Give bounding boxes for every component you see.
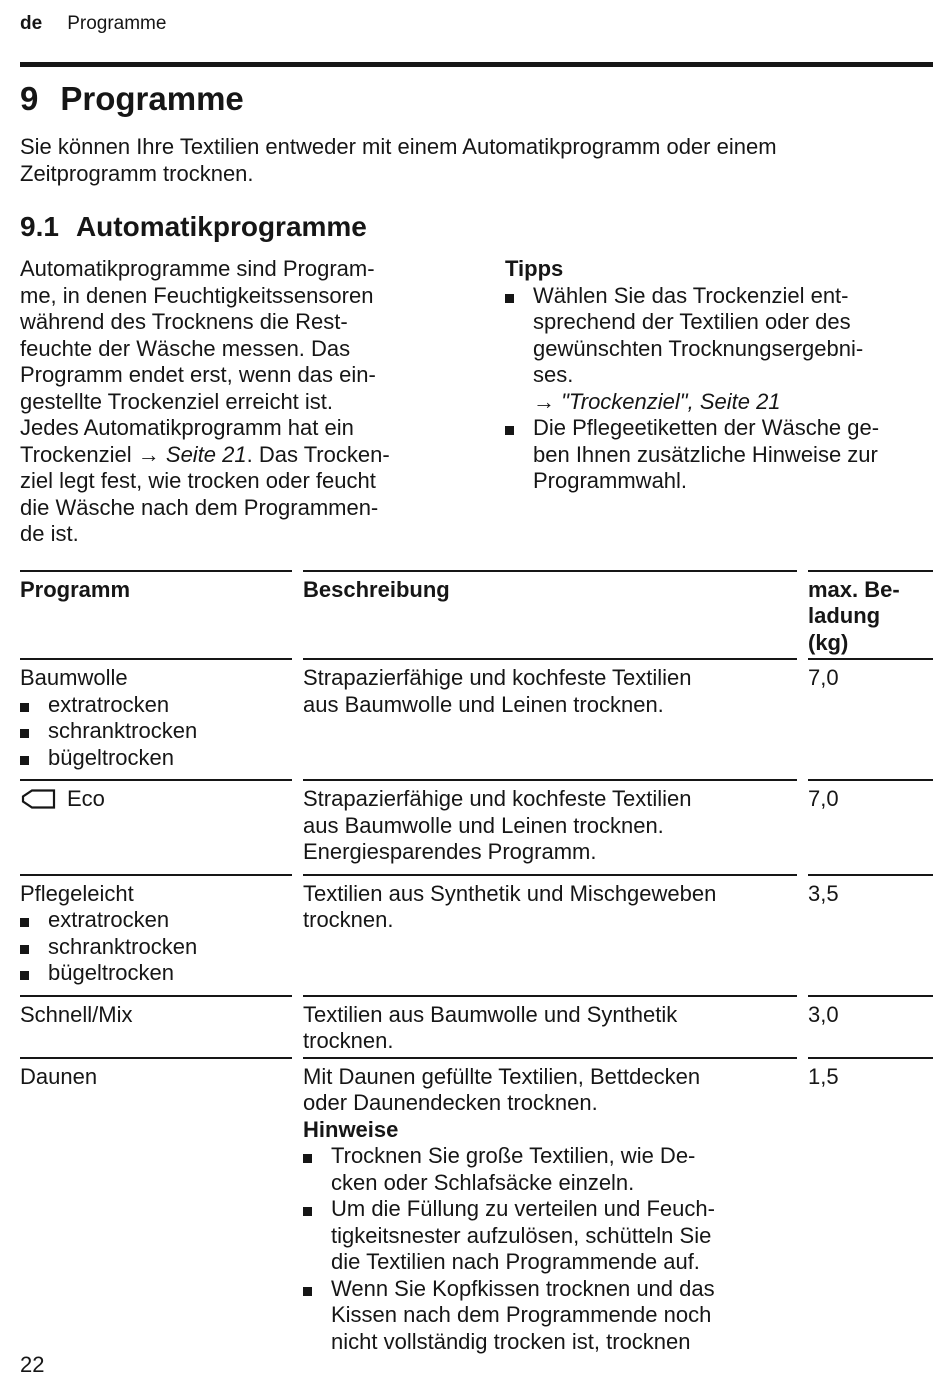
max-load-cell: 7,0 — [808, 779, 933, 874]
bullet-square-icon — [20, 945, 29, 954]
automatic-programs-paragraph — [20, 256, 452, 548]
program-name: Pflegeleicht — [20, 880, 134, 906]
header-rule — [20, 62, 933, 67]
tips-heading: Tipps — [505, 256, 564, 281]
note-item — [303, 1276, 797, 1356]
note-text: Wenn Sie Kopfkissen trocknen und das Kissen nach dem Programmende noch nicht vollständig trocken ist, trocknen — [331, 1275, 715, 1354]
max-load-cell: 7,0 — [808, 658, 933, 779]
eco-tag-icon — [20, 787, 56, 811]
bullet-square-icon — [303, 1154, 312, 1163]
chapter-label: Programme — [67, 13, 167, 34]
language-code: de — [20, 13, 43, 34]
bullet-square-icon — [303, 1207, 312, 1216]
drying-level-item — [20, 960, 292, 987]
paragraph-text: . Das Trocken- ziel legt fest, wie trocken oder feucht die Wäsche nach dem Programmen- de ist. — [20, 441, 390, 546]
description-cell: Strapazierfähige und kochfeste Textilien aus Baumwolle und Leinen trocknen. — [303, 658, 797, 779]
page-title — [20, 80, 933, 118]
table-row-baumwolle — [20, 658, 933, 779]
table-row-schnell-mix — [20, 995, 933, 1057]
drying-level-label: extratrocken — [48, 907, 170, 932]
section-number: 9.1 — [20, 211, 59, 242]
program-name: Baumwolle — [20, 665, 128, 690]
program-name: Daunen — [20, 1063, 98, 1089]
table-row-pflegeleicht — [20, 874, 933, 995]
bullet-marker — [303, 1143, 331, 1196]
note-text: Um die Füllung zu verteilen und Feuch- tigkeitsnester aufzulösen, schütteln Sie die Textilien nach Programmende auf. — [331, 1196, 715, 1274]
drying-level-item — [20, 692, 292, 719]
arrow-glyph: → — [533, 388, 562, 414]
max-load-cell: 1,5 — [808, 1057, 933, 1364]
bullet-square-icon — [20, 918, 29, 927]
program-name: Eco — [67, 786, 105, 811]
drying-level-label: bügeltrocken — [48, 744, 174, 770]
table-row-eco — [20, 779, 933, 874]
tip-text: Die Pflegeetiketten der Wäsche ge- ben Ihnen zusätzliche Hinweise zur Programmwahl. — [533, 415, 880, 493]
section-title — [20, 210, 933, 243]
paragraph-text: Automatikprogramme sind Program- me, in denen Feuchtigkeitssensoren während des Trocknens die Rest- feuchte der Wäsche messen. Das Programm endet erst, wenn das ein- gestellte Trockenziel erreicht ist. Jedes Automatikprogramm hat ein Trockenziel → — [20, 256, 376, 467]
bullet-square-icon — [20, 729, 29, 738]
bullet-marker — [303, 1196, 331, 1276]
program-cell — [20, 658, 292, 779]
program-cell — [20, 995, 292, 1057]
bullet-square-icon — [20, 703, 29, 712]
bullet-marker — [20, 692, 48, 719]
bullet-marker — [303, 1276, 331, 1356]
programs-table — [20, 570, 933, 1364]
drying-level-item — [20, 934, 292, 961]
description-cell — [303, 1057, 797, 1364]
bullet-square-icon — [505, 294, 514, 303]
column-header-description: Beschreibung — [303, 570, 797, 659]
tip-body: Wählen Sie das Trockenziel ent- sprechend der Textilien oder des gewünschten Trocknungsergebni- ses. — [533, 282, 864, 387]
note-text: Trocknen Sie große Textilien, wie De- cken oder Schlafsäcke einzeln. — [331, 1143, 696, 1195]
bullet-marker — [505, 283, 533, 416]
program-name: Schnell/Mix — [20, 1001, 133, 1027]
bullet-square-icon — [20, 971, 29, 980]
automatic-programs-column — [20, 256, 452, 548]
description-text: Mit Daunen gefüllte Textilien, Bettdecken oder Daunendecken trocknen. — [303, 1063, 701, 1115]
column-header-max-load: max. Be- ladung (kg) — [808, 570, 933, 659]
drying-level-label: schranktrocken — [48, 933, 198, 959]
bullet-marker — [20, 960, 48, 987]
running-header — [20, 12, 933, 36]
table-header-row — [20, 570, 933, 659]
drying-level-item — [20, 745, 292, 772]
chapter-number: 9 — [20, 80, 39, 117]
tip-item — [505, 283, 933, 416]
drying-level-label: extratrocken — [48, 691, 170, 717]
bullet-marker — [505, 415, 533, 495]
description-cell: Textilien aus Baumwolle und Synthetik trocknen. — [303, 995, 797, 1057]
max-load-cell: 3,5 — [808, 874, 933, 995]
bullet-marker — [20, 718, 48, 745]
tip-text — [533, 283, 933, 416]
bullet-square-icon — [505, 426, 514, 435]
max-load-cell: 3,0 — [808, 995, 933, 1057]
cross-reference: "Trockenziel", Seite 21 — [561, 388, 781, 414]
tips-column — [505, 256, 933, 548]
chapter-title-text: Programme — [60, 80, 244, 117]
program-cell — [20, 779, 292, 874]
bullet-marker — [20, 907, 48, 934]
intro-paragraph: Sie können Ihre Textilien entweder mit einem Automatikprogramm oder einem Zeitprogramm trocknen. — [20, 134, 777, 186]
section-title-text: Automatikprogramme — [75, 211, 367, 242]
drying-level-label: bügeltrocken — [48, 960, 174, 985]
drying-level-label: schranktrocken — [48, 718, 198, 743]
program-name-with-icon — [20, 786, 292, 813]
description-cell: Textilien aus Synthetik und Mischgeweben trocknen. — [303, 874, 797, 995]
note-item — [303, 1143, 797, 1196]
bullet-marker — [20, 745, 48, 772]
notes-heading: Hinweise — [303, 1116, 399, 1142]
note-item — [303, 1196, 797, 1276]
description-cell: Strapazierfähige und kochfeste Textilien aus Baumwolle und Leinen trocknen. Energiesparendes Programm. — [303, 779, 797, 874]
page-reference: Seite 21 — [165, 441, 247, 467]
drying-level-item — [20, 907, 292, 934]
bullet-square-icon — [20, 756, 29, 765]
table-row-daunen — [20, 1057, 933, 1364]
bullet-marker — [20, 934, 48, 961]
tip-item — [505, 415, 933, 495]
column-header-program: Programm — [20, 570, 292, 659]
page-number: 22 — [20, 1352, 45, 1377]
intro-columns — [20, 256, 933, 548]
bullet-square-icon — [303, 1287, 312, 1296]
drying-level-item — [20, 718, 292, 745]
program-cell — [20, 874, 292, 995]
program-cell — [20, 1057, 292, 1364]
